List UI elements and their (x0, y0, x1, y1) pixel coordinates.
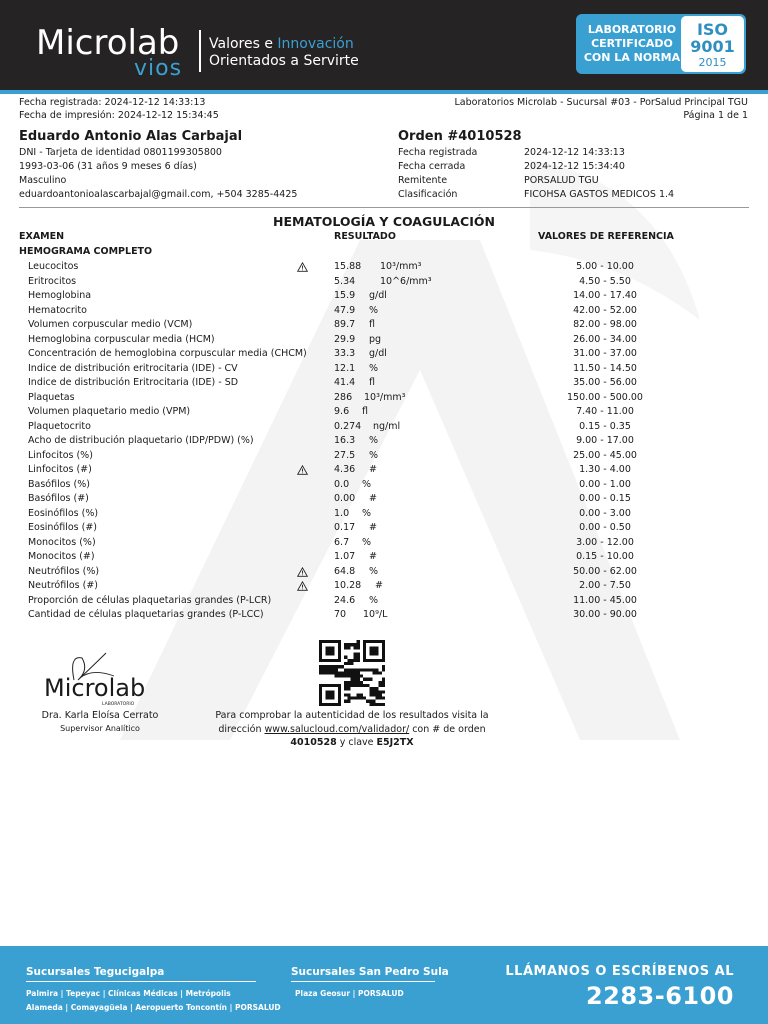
exam-name: Plaquetas (28, 391, 75, 403)
result-unit: # (369, 493, 377, 504)
result-unit: g/dl (369, 348, 387, 359)
result-unit: % (362, 478, 372, 490)
table-row (0, 304, 768, 319)
table-row (0, 536, 768, 551)
result-value: 5.34 (334, 275, 356, 287)
result-unit: % (369, 594, 379, 606)
exam-name: Hemoglobina (28, 290, 92, 301)
iso-box (681, 16, 744, 72)
table-row (0, 318, 768, 333)
exam-name: Plaquetocrito (28, 420, 91, 432)
table-row (0, 260, 768, 275)
result-unit: % (369, 304, 379, 316)
signature-logo-text: Microlab (44, 674, 146, 702)
exam-name: Acho de distribución plaquetario (IDP/PDW) (%) (28, 435, 254, 446)
exam-name: Concentración de hemoglobina corpuscular media (CHCM) (28, 348, 307, 359)
exam-name: Basófilos (#) (28, 493, 89, 504)
header-stripe (0, 90, 768, 94)
patient-birth: 1993-03-06 (31 años 9 meses 6 días) (19, 161, 197, 172)
reference-range: 5.00 - 10.00 (576, 261, 634, 272)
reference-range: 31.00 - 37.00 (573, 348, 637, 359)
patient-id: DNI - Tarjeta de identidad 0801199305800 (19, 147, 222, 158)
result-value: 1.07 (334, 551, 356, 562)
registered-date: Fecha registrada: 2024-12-12 14:33:13 (19, 97, 206, 108)
lab-branch: Laboratorios Microlab - Sucursal #03 - PorSalud Principal TGU (454, 97, 748, 108)
result-unit: 10^6/mm³ (380, 275, 432, 287)
cert-line: LABORATORIO (587, 23, 677, 36)
order-field-value: PORSALUD TGU (524, 175, 599, 186)
result-value: 29.9 (334, 333, 356, 345)
result-value: 15.88 (334, 261, 362, 272)
table-row (0, 434, 768, 449)
warning-triangle-icon (297, 581, 308, 591)
footer-teg-branches2: Alameda | Comayagüela | Aeropuerto Toncontín | PORSALUD (26, 1003, 281, 1012)
result-value: 27.5 (334, 449, 356, 461)
verify-text1: Para comprobar la autenticidad de los resultados visita la dirección (215, 710, 489, 735)
reference-range: 1.30 - 4.00 (579, 464, 631, 475)
reference-range: 0.00 - 1.00 (579, 478, 631, 490)
footer-sps-line (291, 981, 435, 982)
reference-range: 0.00 - 0.15 (579, 493, 631, 504)
order-info (398, 146, 674, 202)
reference-range: 0.00 - 3.00 (579, 507, 631, 519)
report-dates (19, 96, 219, 122)
result-value: 0.00 (334, 493, 356, 504)
result-unit: % (362, 536, 372, 548)
verification-text (212, 709, 492, 750)
cert-line: CON LA NORMA (583, 51, 681, 64)
exam-name: Monocitos (%) (28, 536, 96, 548)
header-divider (199, 30, 201, 72)
section-title: HEMATOLOGÍA Y COAGULACIÓN (273, 214, 495, 229)
qr-code-icon (319, 640, 385, 706)
slogan-line1a: Valores e (209, 36, 278, 52)
table-row (0, 478, 768, 493)
result-unit: # (369, 522, 377, 533)
result-value: 15.9 (334, 290, 356, 301)
exam-name: Leucocitos (28, 261, 79, 272)
result-unit: 10³/mm³ (364, 391, 406, 403)
slogan (209, 36, 359, 70)
verify-order: 4010528 (290, 737, 337, 748)
result-unit: fl (369, 319, 375, 330)
result-unit: 10⁹/L (363, 609, 388, 620)
reference-range: 0.15 - 10.00 (576, 551, 634, 562)
table-row (0, 405, 768, 420)
table-row (0, 463, 768, 478)
result-unit: % (369, 449, 379, 461)
cert-line: CERTIFICADO (591, 37, 673, 50)
supervisor-role: Supervisor Analítico (60, 724, 140, 733)
result-value: 12.1 (334, 362, 356, 374)
result-value: 24.6 (334, 594, 356, 606)
signature-logo (44, 650, 154, 706)
exam-name: Linfocitos (#) (28, 464, 92, 475)
result-unit: % (369, 565, 379, 577)
iso-label: ISO (696, 20, 729, 39)
result-unit: # (369, 551, 377, 562)
result-unit: ng/ml (373, 420, 401, 432)
result-value: 4.36 (334, 464, 356, 475)
exam-name: Hemoglobina corpuscular media (HCM) (28, 333, 215, 345)
result-unit: # (369, 464, 377, 475)
result-value: 41.4 (334, 377, 356, 388)
section-divider (19, 207, 749, 208)
reference-range: 11.00 - 45.00 (573, 594, 637, 606)
exam-name: Volumen plaquetario medio (VPM) (28, 406, 191, 417)
result-value: 0.0 (334, 478, 350, 490)
table-row (0, 289, 768, 304)
result-value: 286 (334, 391, 353, 403)
exam-name: Eosinófilos (%) (28, 507, 99, 519)
footer-teg-branches1: Palmira | Tepeyac | Clínicas Médicas | Metrópolis (26, 989, 231, 998)
verify-key: E5J2TX (376, 737, 414, 748)
exam-name: Volumen corpuscular medio (VCM) (28, 319, 193, 330)
table-row (0, 449, 768, 464)
order-field-label: Fecha cerrada (398, 161, 466, 172)
header-bar (0, 0, 768, 90)
result-unit: fl (369, 377, 375, 388)
microlab-logo (36, 18, 196, 81)
supervisor-name: Dra. Karla Eloísa Cerrato (41, 710, 159, 721)
reference-range: 0.00 - 0.50 (579, 522, 631, 533)
exam-name: Eritrocitos (28, 275, 77, 287)
order-field-label: Remitente (398, 175, 448, 186)
result-unit: % (362, 507, 372, 519)
reference-range: 7.40 - 11.00 (576, 406, 634, 417)
reference-range: 14.00 - 17.40 (573, 290, 637, 301)
column-header-exam: EXAMEN (19, 231, 65, 242)
reference-range: 82.00 - 98.00 (573, 319, 637, 330)
group-title: HEMOGRAMA COMPLETO (19, 246, 153, 257)
verify-text2: con # de orden (409, 723, 486, 735)
patient-contact: eduardoantonioalascarbajal@gmail.com, +504 3285-4425 (19, 189, 298, 200)
reference-range: 3.00 - 12.00 (576, 536, 634, 548)
reference-range: 4.50 - 5.50 (579, 275, 631, 287)
table-row (0, 579, 768, 594)
table-row (0, 362, 768, 377)
order-field-label: Clasificación (398, 189, 458, 200)
result-value: 47.9 (334, 304, 356, 316)
table-row (0, 565, 768, 580)
result-value: 1.0 (334, 507, 350, 519)
result-value: 64.8 (334, 565, 356, 577)
footer-sps-title: Sucursales San Pedro Sula (291, 966, 449, 978)
reference-range: 2.00 - 7.50 (579, 580, 631, 591)
order-field-value: 2024-12-12 14:33:13 (524, 147, 625, 158)
printed-date: Fecha de impresión: 2024-12-12 15:34:45 (19, 110, 219, 121)
result-unit: # (375, 580, 383, 591)
exam-name: Proporción de células plaquetarias grandes (P-LCR) (28, 594, 272, 606)
warning-triangle-icon (297, 262, 308, 272)
table-row (0, 275, 768, 290)
result-value: 16.3 (334, 435, 356, 446)
exam-name: Cantidad de células plaquetarias grandes (P-LCC) (28, 609, 264, 620)
signature-logo-subtext: LABORATORIO (102, 702, 135, 706)
table-row (0, 608, 768, 623)
footer-teg-title: Sucursales Tegucigalpa (26, 966, 165, 978)
reference-range: 30.00 - 90.00 (573, 609, 637, 620)
warning-triangle-icon (297, 567, 308, 577)
result-value: 89.7 (334, 319, 356, 330)
result-value: 0.17 (334, 522, 356, 533)
patient-name: Eduardo Antonio Alas Carbajal (19, 129, 243, 144)
logo-subtext: vios (134, 56, 183, 81)
results-table (0, 260, 768, 623)
exam-name: Indice de distribución eritrocitaria (IDE) - CV (28, 362, 238, 374)
reference-range: 9.00 - 17.00 (576, 435, 634, 446)
table-row (0, 594, 768, 609)
verify-text3: y clave (336, 737, 377, 748)
footer-phone[interactable]: 2283-6100 (585, 982, 734, 1010)
result-unit: 10³/mm³ (380, 261, 422, 272)
iso-number: 9001 (690, 37, 735, 56)
table-row (0, 391, 768, 406)
order-field-value: 2024-12-12 15:34:40 (524, 161, 625, 172)
patient-sex: Masculino (19, 175, 67, 186)
table-row (0, 333, 768, 348)
table-row (0, 521, 768, 536)
order-title: Orden #4010528 (398, 129, 522, 144)
table-row (0, 347, 768, 362)
result-unit: g/dl (369, 290, 387, 301)
result-unit: % (369, 435, 379, 446)
exam-name: Basófilos (%) (28, 478, 90, 490)
lab-info (454, 96, 748, 122)
footer-sps-branches: Plaza Geosur | PORSALUD (295, 989, 404, 998)
verify-url-link[interactable]: www.salucloud.com/validador/ (264, 723, 410, 735)
footer-teg-line (26, 981, 256, 982)
exam-name: Hematocrito (28, 304, 87, 316)
exam-name: Linfocitos (%) (28, 449, 93, 461)
reference-range: 25.00 - 45.00 (573, 449, 637, 461)
order-field-label: Fecha registrada (398, 147, 478, 158)
order-field-value: FICOHSA GASTOS MEDICOS 1.4 (524, 189, 675, 200)
slogan-line2: Orientados a Servirte (209, 53, 359, 69)
footer-call-label: LLÁMANOS O ESCRÍBENOS AL (505, 964, 734, 979)
exam-name: Neutrófilos (#) (28, 580, 98, 591)
page-number: Página 1 de 1 (683, 110, 748, 121)
exam-name: Neutrófilos (%) (28, 565, 100, 577)
warning-triangle-icon (297, 465, 308, 475)
exam-name: Monocitos (#) (28, 551, 95, 562)
reference-range: 26.00 - 34.00 (573, 333, 637, 345)
result-value: 0.274 (334, 420, 362, 432)
table-row (0, 376, 768, 391)
iso-year: 2015 (698, 56, 727, 69)
patient-info (19, 146, 297, 202)
column-header-reference: VALORES DE REFERENCIA (538, 231, 674, 242)
logo-text: Microlab (36, 23, 180, 58)
column-header-result: RESULTADO (334, 231, 396, 242)
reference-range: 50.00 - 62.00 (573, 565, 637, 577)
reference-range: 150.00 - 500.00 (567, 391, 643, 403)
result-value: 70 (334, 609, 347, 620)
result-value: 10.28 (334, 580, 362, 591)
result-value: 6.7 (334, 536, 350, 548)
reference-range: 11.50 - 14.50 (573, 362, 637, 374)
reference-range: 35.00 - 56.00 (573, 377, 637, 388)
table-row (0, 507, 768, 522)
result-unit: fl (362, 406, 368, 417)
reference-range: 42.00 - 52.00 (573, 304, 637, 316)
result-unit: % (369, 362, 379, 374)
table-row (0, 492, 768, 507)
slogan-line1b: Innovación (277, 36, 354, 52)
footer-bar (0, 946, 768, 1024)
iso-certification-badge (576, 14, 746, 74)
exam-name: Indice de distribución Eritrocitaria (IDE) - SD (28, 377, 239, 388)
reference-range: 0.15 - 0.35 (579, 420, 631, 432)
exam-name: Eosinófilos (#) (28, 522, 98, 533)
result-value: 33.3 (334, 348, 356, 359)
result-value: 9.6 (334, 406, 350, 417)
table-row (0, 550, 768, 565)
result-unit: pg (369, 333, 382, 345)
table-row (0, 420, 768, 435)
